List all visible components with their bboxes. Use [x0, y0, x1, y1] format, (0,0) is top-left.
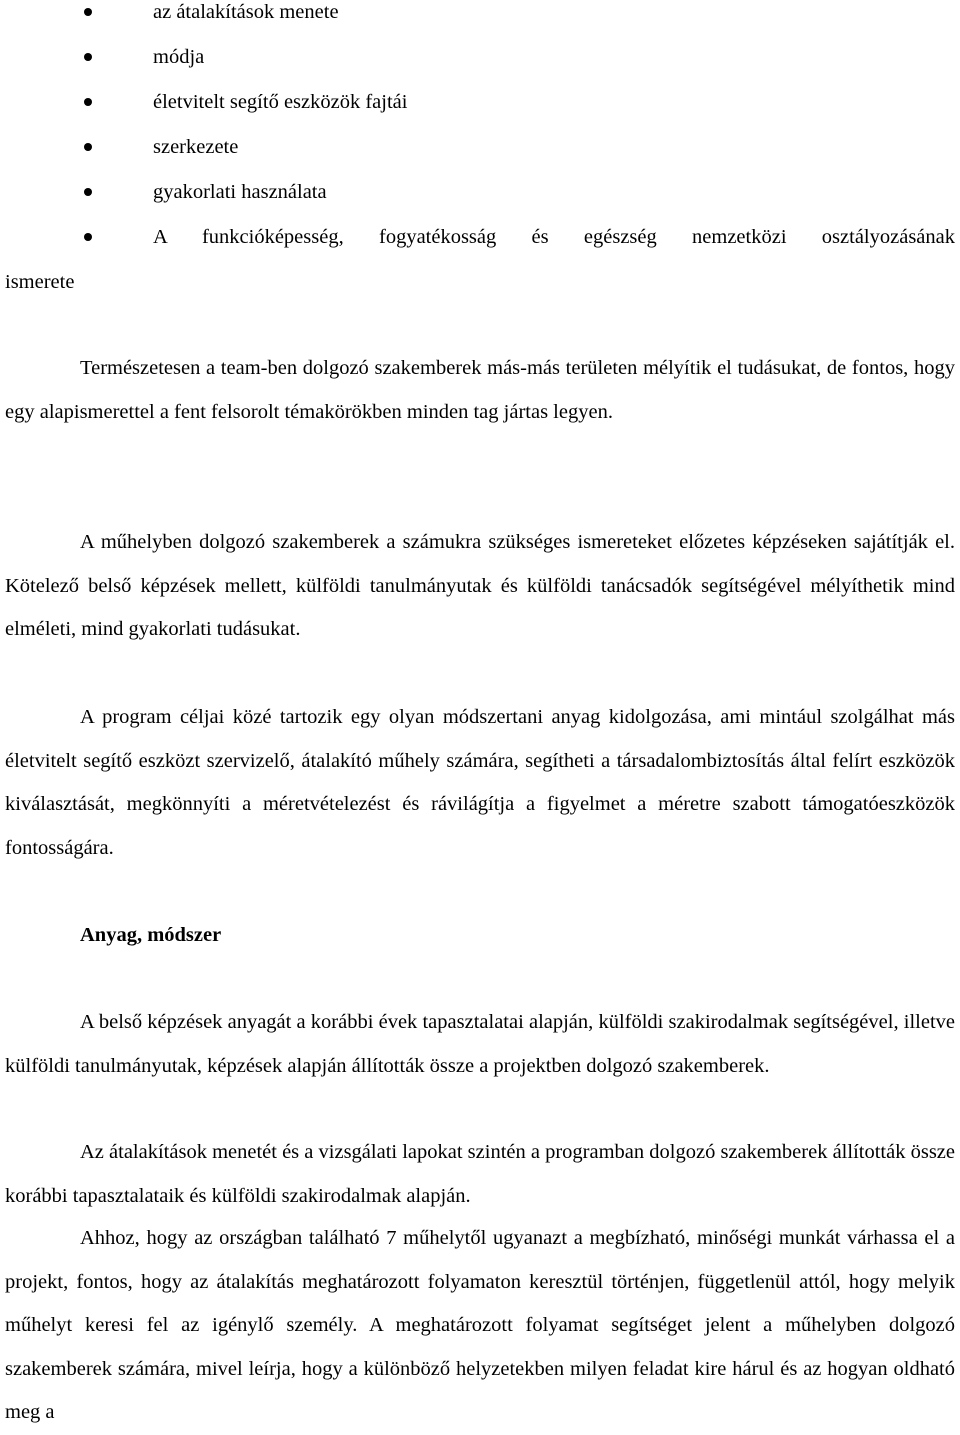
- list-item-text: módja: [153, 46, 205, 68]
- paragraph: Az átalakítások menetét és a vizsgálati lapokat szintén a programban dolgozó szakemberek állították össze korábbi tapasztalataik és külföldi szakirodalmak alapján.: [5, 1141, 955, 1207]
- paragraph: Természetesen a team-ben dolgozó szakemberek más-más területen mélyítik el tudásukat, de fontos, hogy egy alapismerettel a fent felsorolt témakörökben minden tag jártas legyen.: [5, 357, 955, 423]
- paragraph: A műhelyben dolgozó szakemberek a számukra szükséges ismereteket előzetes képzéseken sajátítják el. Kötelező belső képzések mellett, külföldi tanulmányutak és külföldi tanácsadók segítségével mélyíthetik mind elméleti, mind gyakorlati tudásukat.: [5, 531, 955, 641]
- paragraph: A program céljai közé tartozik egy olyan módszertani anyag kidolgozása, ami mintául szolgálhat más életvitelt segítő eszközt szervizelő, átalakító műhely számára, segítheti a társadalombiztosítás által felírt eszközök kiválasztását, megkönnyíti a méretvételezést és rávilágítja a figyelmet a méretre szabott támogatóeszközök fontosságára.: [5, 706, 955, 859]
- bullet-icon: [84, 143, 92, 151]
- list-item-text: A funkcióképesség, fogyatékosság és egészség nemzetközi osztályozásának: [153, 226, 955, 248]
- list-item-text: gyakorlati használata: [153, 181, 327, 203]
- bullet-icon: [84, 188, 92, 196]
- bullet-icon: [84, 233, 92, 241]
- topic-list: [5, 0, 955, 250]
- document-page: [5, 0, 955, 1424]
- list-item: [5, 180, 955, 225]
- paragraph: A belső képzések anyagát a korábbi évek tapasztalatai alapján, külföldi szakirodalmak segítségével, illetve külföldi tanulmányutak, képzések alapján állították össze a projektben dolgozó szakemberek.: [5, 1011, 955, 1077]
- bullet-icon: [84, 8, 92, 16]
- list-item: [5, 225, 955, 250]
- bullet-icon: [84, 98, 92, 106]
- list-item-continuation: ismerete: [5, 271, 75, 293]
- bullet-icon: [84, 53, 92, 61]
- list-item: [5, 135, 955, 180]
- list-item-text: szerkezete: [153, 136, 239, 158]
- list-item: [5, 45, 955, 90]
- list-item-text: életvitelt segítő eszközök fajtái: [153, 91, 408, 113]
- list-item-text: az átalakítások menete: [153, 1, 339, 23]
- list-item: [5, 90, 955, 135]
- paragraph: Ahhoz, hogy az országban található 7 műhelytől ugyanazt a megbízható, minőségi munkát várhassa el a projekt, fontos, hogy az átalakítás meghatározott folyamaton keresztül történjen, függetlenül attól, hogy melyik műhelyt keresi fel az igénylő személy. A meghatározott folyamat segítséget jelent a műhelyben dolgozó szakemberek számára, mivel leírja, hogy a különböző helyzetekben milyen feladat kire hárul és az hogyan oldható meg a: [5, 1227, 955, 1424]
- list-item: [5, 0, 955, 45]
- section-heading: Anyag, módszer: [80, 924, 222, 946]
